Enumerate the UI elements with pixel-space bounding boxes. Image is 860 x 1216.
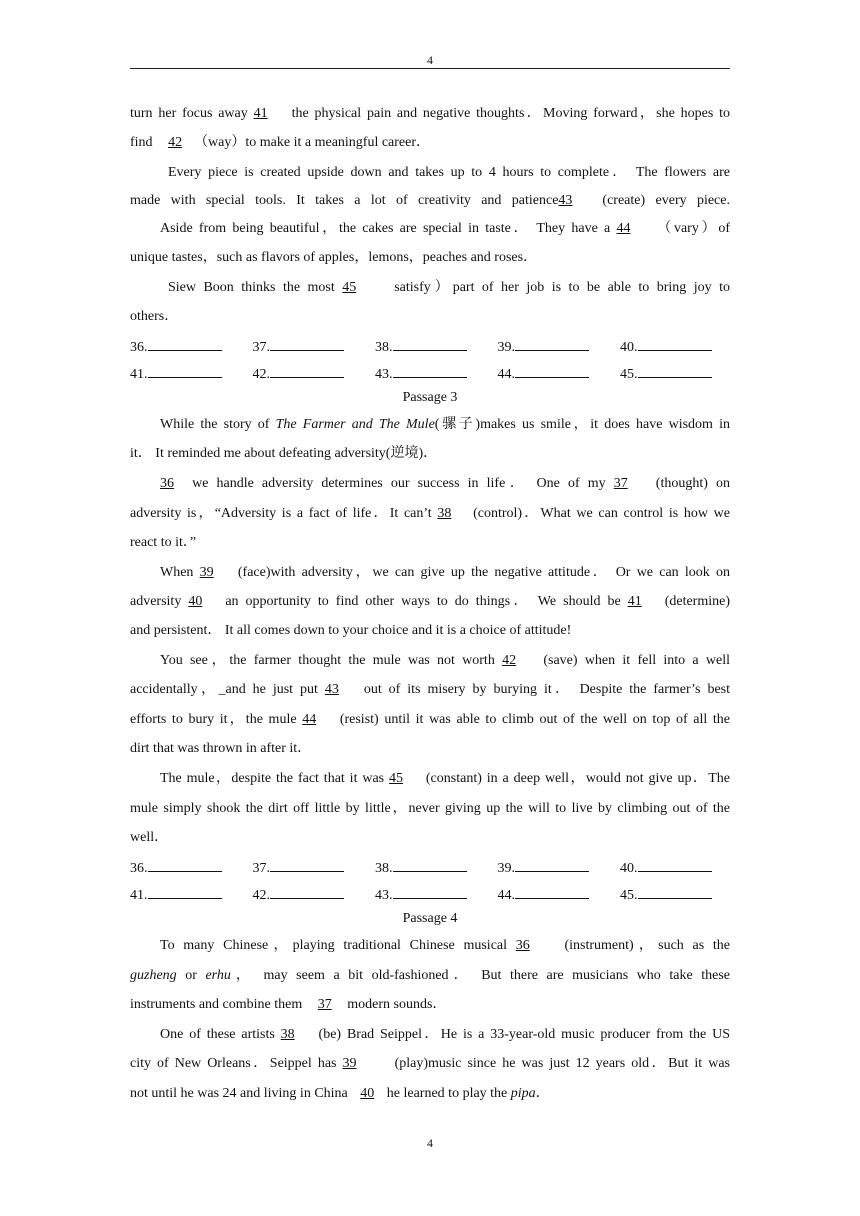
blank-39: 39: [342, 1056, 357, 1071]
text-line: [160, 563, 730, 583]
text-run: 45.: [620, 888, 638, 903]
text-run: 40.: [620, 861, 638, 876]
text-line: unique tastes，such as flavors of apples，lemons，peaches and roses．: [130, 250, 538, 265]
text-line: [130, 995, 730, 1015]
passage-heading: Passage 3: [402, 390, 458, 405]
text-run: (face)with adversity，we can give up the negative attitude． Or we can look on: [231, 565, 730, 580]
text-line: [130, 1084, 730, 1104]
answer-field[interactable]: [393, 857, 467, 872]
text-run: (save) when it fell into a well: [536, 653, 730, 668]
text-run: not until he was 24 and living in China: [130, 1086, 352, 1101]
text-line: [160, 651, 730, 671]
text-run: To many Chinese，playing traditional Chinese musical: [160, 938, 516, 953]
text-line: [130, 966, 730, 986]
text-line: [130, 1054, 730, 1074]
page-number-bottom: 4: [427, 1136, 433, 1150]
text-run: 37.: [252, 861, 270, 876]
blank-42: 42: [502, 653, 517, 668]
text-run: the physical pain and negative thoughts．Moving forward，she hopes to: [291, 106, 730, 121]
blank-36: 36: [160, 476, 174, 491]
text-run: 42.: [252, 367, 270, 382]
blank-41: 41: [253, 106, 268, 121]
answer-field[interactable]: [393, 336, 467, 351]
text-run: 40.: [620, 340, 638, 355]
text-line: Every piece is created upside down and takes up to 4 hours to complete． The flowers are: [168, 165, 730, 180]
text-run: accidentally，_and he just put: [130, 682, 325, 697]
text-run: ．: [535, 1086, 550, 1101]
text-line: [130, 710, 730, 730]
answer-field[interactable]: [270, 884, 344, 899]
text-run: You see，the farmer thought the mule was not worth: [160, 653, 503, 668]
answer-field[interactable]: [148, 884, 222, 899]
answer-field[interactable]: [638, 857, 712, 872]
text-run: (resist) until it was able to climb out of the well on top of all the: [334, 712, 730, 727]
text-line: [130, 504, 730, 524]
text-run: While the story of: [160, 417, 276, 432]
text-run: he learned to play the: [383, 1086, 511, 1101]
text-run: 38.: [375, 340, 393, 355]
answer-row: [130, 336, 730, 358]
text-run: 43.: [375, 888, 393, 903]
text-line: and persistent． It all comes down to your choice and it is a choice of attitude!: [130, 623, 572, 638]
answer-field[interactable]: [270, 336, 344, 351]
text-run: 36.: [130, 340, 148, 355]
text-run: (be) Brad Seippel．He is a 33-year-old music producer from the US: [312, 1027, 730, 1042]
blank-38: 38: [280, 1027, 295, 1042]
text-run: 45.: [620, 367, 638, 382]
answer-field[interactable]: [148, 336, 222, 351]
text-run: (play)music since he was just 12 years old．But it was: [388, 1056, 730, 1071]
text-run: made with special tools. It takes a lot of creativity and patience: [130, 193, 559, 208]
text-run: (骡子)makes us smile，it does have wisdom in: [434, 417, 730, 432]
text-line: [130, 133, 730, 153]
text-line: [160, 415, 730, 435]
answer-field[interactable]: [393, 884, 467, 899]
text-run: efforts to bury it，the mule: [130, 712, 303, 727]
blank-42: 42: [168, 135, 183, 150]
text-run: When: [160, 565, 200, 580]
text-run: an opportunity to find other ways to do things． We should be: [218, 594, 628, 609]
text-run: 41.: [130, 367, 148, 382]
blank-40: 40: [360, 1086, 375, 1101]
text-line: [130, 191, 730, 211]
blank-45: 45: [342, 280, 357, 295]
answer-field[interactable]: [270, 363, 344, 378]
text-run: we handle adversity determines our success in life． One of my: [184, 476, 614, 491]
answer-row: [130, 884, 730, 906]
text-run: pipa: [510, 1086, 536, 1101]
text-run: satisfy）part of her job is to be able to bring joy to: [394, 280, 730, 295]
blank-43: 43: [558, 193, 573, 208]
answer-field[interactable]: [393, 363, 467, 378]
text-run: or: [176, 968, 206, 983]
text-line: it． It reminded me about defeating adversity(逆境)．: [130, 446, 438, 461]
text-run: (control)．What we can control is how we: [467, 506, 730, 521]
text-line: dirt that was thrown in after it．: [130, 741, 312, 756]
text-line: [160, 474, 730, 494]
blank-45: 45: [389, 771, 404, 786]
text-run: Siew Boon thinks the most: [168, 280, 343, 295]
answer-row: [130, 363, 730, 385]
text-run: guzheng: [130, 968, 177, 983]
text-run: instruments and combine them: [130, 997, 306, 1012]
text-run: 38.: [375, 861, 393, 876]
text-run: find: [130, 135, 157, 150]
answer-field[interactable]: [515, 857, 589, 872]
text-run: The mule，despite the fact that it was: [160, 771, 390, 786]
blank-40: 40: [188, 594, 203, 609]
answer-field[interactable]: [148, 363, 222, 378]
text-run: city of New Orleans．Seippel has: [130, 1056, 343, 1071]
blank-37: 37: [613, 476, 628, 491]
text-run: 37.: [252, 340, 270, 355]
blank-38: 38: [437, 506, 452, 521]
answer-field[interactable]: [515, 884, 589, 899]
text-run: （way）to make it a meaningful career．: [194, 135, 431, 150]
blank-44: 44: [616, 221, 631, 236]
text-line: mule simply shook the dirt off little by little，never giving up the will to live by climbing out of the: [130, 801, 730, 816]
answer-field[interactable]: [148, 857, 222, 872]
text-run: 44.: [497, 367, 515, 382]
answer-field[interactable]: [638, 884, 712, 899]
text-run: (thought) on: [647, 476, 731, 491]
blank-43: 43: [324, 682, 339, 697]
text-run: 43.: [375, 367, 393, 382]
text-run: out of its misery by burying it． Despite the farmer’s best: [356, 682, 730, 697]
text-line: react to it．”: [130, 535, 197, 550]
text-run: (constant) in a deep well，would not give up．The: [421, 771, 731, 786]
text-line: [130, 104, 730, 124]
header-rule: [130, 68, 730, 69]
text-line: [160, 769, 730, 789]
text-run: The Farmer and The Mule: [275, 417, 435, 432]
text-run: One of these artists: [160, 1027, 281, 1042]
answer-field[interactable]: [638, 336, 712, 351]
text-line: [130, 680, 730, 700]
text-line: [160, 936, 730, 956]
text-run: erhu: [205, 968, 231, 983]
text-run: 36.: [130, 861, 148, 876]
text-run: Aside from being beautiful，the cakes are special in taste． They have a: [160, 221, 617, 236]
text-run: ， may seem a bit old-fashioned． But there are musicians who take these: [230, 968, 730, 983]
text-run: (instrument)，such as the: [555, 938, 730, 953]
blank-36: 36: [515, 938, 530, 953]
blank-39: 39: [199, 565, 214, 580]
answer-field[interactable]: [515, 363, 589, 378]
text-run: turn her focus away: [130, 106, 254, 121]
answer-field[interactable]: [515, 336, 589, 351]
text-run: （vary）of: [654, 221, 730, 236]
text-run: 39.: [497, 861, 515, 876]
answer-row: [130, 857, 730, 879]
text-line: others．: [130, 309, 179, 324]
text-run: (determine): [657, 594, 730, 609]
text-run: (create) every piece.: [602, 193, 730, 208]
text-run: adversity is，“Adversity is a fact of life．It can’t: [130, 506, 438, 521]
text-run: modern sounds．: [343, 997, 447, 1012]
blank-44: 44: [302, 712, 317, 727]
text-line: [130, 592, 730, 612]
text-line: well．: [130, 830, 169, 845]
text-line: [160, 219, 730, 239]
passage-heading: Passage 4: [402, 911, 458, 926]
blank-41: 41: [627, 594, 642, 609]
text-line: [160, 1025, 730, 1045]
text-run: 41.: [130, 888, 148, 903]
answer-field[interactable]: [638, 363, 712, 378]
text-run: 39.: [497, 340, 515, 355]
text-run: adversity: [130, 594, 189, 609]
text-line: [168, 278, 730, 298]
blank-37: 37: [317, 997, 332, 1012]
page-number-top: 4: [427, 53, 433, 67]
text-run: 44.: [497, 888, 515, 903]
answer-field[interactable]: [270, 857, 344, 872]
text-run: 42.: [252, 888, 270, 903]
